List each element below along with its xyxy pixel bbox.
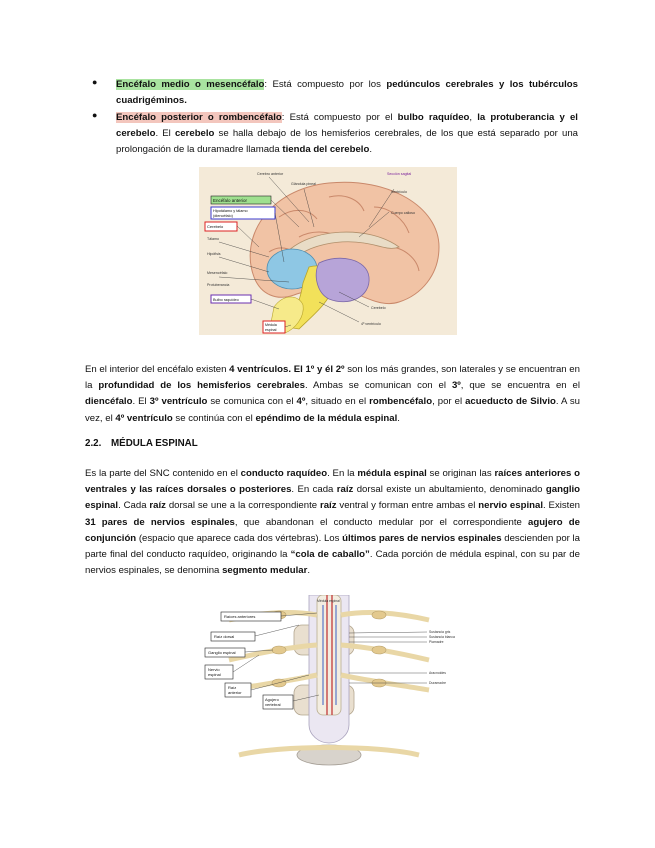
bullet-text-rombencefalo <box>116 110 578 159</box>
svg-text:Sustancia gris: Sustancia gris <box>429 630 451 634</box>
text-run: se continúa con el <box>172 412 256 424</box>
text-run: . Ambas se comunican con el <box>304 380 452 392</box>
text-run: segmento medular <box>222 565 308 577</box>
svg-text:Cuerpo calloso: Cuerpo calloso <box>391 211 415 215</box>
svg-text:4º ventrículo: 4º ventrículo <box>361 322 381 326</box>
text-run: médula espinal <box>357 468 427 479</box>
text-run: , situado en el <box>305 396 370 408</box>
svg-text:Sección sagital: Sección sagital <box>387 172 412 176</box>
svg-text:(diencéfalo): (diencéfalo) <box>213 214 233 218</box>
text-run: diencéfalo <box>85 396 133 408</box>
text-run: son los más grandes, son laterales y se encuentran en la <box>85 364 580 392</box>
text-run: epéndimo de la médula espinal <box>255 412 398 424</box>
text-run: rombencéfalo <box>369 396 433 408</box>
svg-text:Ganglio espinal: Ganglio espinal <box>208 650 236 655</box>
brain-sagittal-figure <box>199 167 457 335</box>
paragraph-ventricles <box>85 362 580 427</box>
text-run: En el interior del encéfalo existen <box>85 364 230 375</box>
svg-text:Piamadre: Piamadre <box>429 640 444 644</box>
text-run: agujero de conjunción <box>85 516 580 544</box>
svg-text:Agujero: Agujero <box>265 697 279 702</box>
text-run: Es la parte del SNC contenido en el <box>85 468 241 479</box>
text-run: . En cada <box>291 484 337 496</box>
text-run: descienden por la parte final del conducto raquídeo, originando la <box>85 532 580 561</box>
svg-text:Cerebelo: Cerebelo <box>207 224 224 229</box>
svg-text:Nervio: Nervio <box>208 667 220 672</box>
text-run: la protuberancia y el cerebelo <box>116 112 578 140</box>
svg-text:Ventrículo: Ventrículo <box>391 190 407 194</box>
text-run: dorsal existe un abultamiento, denominado <box>353 484 546 496</box>
text-run: ganglio espinal <box>85 484 581 512</box>
text-run: conducto raquídeo <box>240 468 328 479</box>
spinal-cord-figure <box>199 595 457 771</box>
text-run: : Está compuesto por los <box>264 79 387 90</box>
text-run: se halla debajo de los hemisferios cerebrales, de los que está separado por una prolongación de la duramadre llamada <box>116 128 578 156</box>
text-run: 3º <box>451 380 461 392</box>
svg-text:anterior: anterior <box>228 690 242 695</box>
text-run: acueducto de Silvio <box>465 396 556 408</box>
bullet-text-mesencefalo <box>116 77 578 109</box>
text-run: dorsal se une a la correspondiente <box>165 500 320 512</box>
spine-label-box1: Raíces anteriores <box>224 614 256 619</box>
text-run: 4º <box>296 396 306 408</box>
text-run: raíces anteriores o ventrales y las raíces dorsales o posteriores <box>85 468 580 496</box>
svg-text:vertebral: vertebral <box>265 702 281 707</box>
text-run: . <box>307 565 311 577</box>
text-run: tienda del cerebelo <box>282 144 370 156</box>
brain-label-diencephalon: Hipotálamo y tálamo <box>213 209 248 213</box>
text-run: “cola de caballo” <box>290 549 370 561</box>
text-run: . A su vez, el <box>85 396 581 424</box>
svg-text:Cerebelo: Cerebelo <box>371 306 386 310</box>
text-run: 4º ventrículo <box>115 412 173 424</box>
text-run: bulbo raquídeo <box>397 112 470 123</box>
svg-text:Médula: Médula <box>265 323 277 327</box>
text-run: se comunica con el <box>207 396 297 408</box>
text-run: , por el <box>432 396 466 408</box>
svg-text:Raíz: Raíz <box>228 685 237 690</box>
svg-text:Mesencéfalo: Mesencéfalo <box>207 271 228 275</box>
text-run: raíz <box>319 500 337 512</box>
svg-text:Encéfalo anterior: Encéfalo anterior <box>213 198 248 203</box>
svg-text:Aracnoides: Aracnoides <box>429 671 446 675</box>
text-run: (espacio que aparece cada dos vértebras). Los <box>136 532 343 544</box>
text-run: . Existen <box>543 500 581 512</box>
svg-text:Duramadre: Duramadre <box>429 681 446 685</box>
brain-label-top-left: Cerebro anterior <box>257 172 284 176</box>
svg-text:Hipófisis: Hipófisis <box>207 252 221 256</box>
text-run: nervio espinal <box>478 500 543 512</box>
bullet-dot: ● <box>92 77 98 87</box>
text-run: profundidad de los hemisferios cerebrales <box>98 380 305 392</box>
bullet-dot: ● <box>92 110 98 120</box>
text-run: : Está compuesto por el <box>281 112 398 123</box>
svg-text:espinal: espinal <box>208 672 221 677</box>
text-run: 4 ventrículos. El 1º y él 2º <box>229 364 345 375</box>
text-run: 3º ventrículo <box>149 396 208 408</box>
text-run: 31 pares de nervios espinales <box>85 516 235 528</box>
svg-text:Raíz dorsal: Raíz dorsal <box>214 634 235 639</box>
svg-text:Protuberancia: Protuberancia <box>207 283 230 287</box>
text-run: raíz <box>336 484 354 496</box>
svg-text:espinal: espinal <box>265 328 277 332</box>
text-run: . Cada porción de médula espinal, con su par de nervios espinales, se denomina <box>85 549 580 577</box>
svg-text:Médula espinal: Médula espinal <box>317 599 340 603</box>
text-run: Encéfalo medio o mesencéfalo <box>116 79 265 90</box>
section-title: MÉDULA ESPINAL <box>111 438 198 449</box>
section-number: 2.2. <box>85 438 102 449</box>
text-run: se originan las <box>426 468 495 479</box>
text-run: Encéfalo posterior o rombencéfalo <box>116 112 282 123</box>
svg-text:Tálamo: Tálamo <box>207 237 219 241</box>
text-run: raíz <box>149 500 166 512</box>
paragraph-medula-espinal <box>85 466 580 579</box>
text-run: , <box>469 112 478 123</box>
text-run: , que abandonan el conducto medular por el correspondiente <box>234 516 528 528</box>
text-run: , que se encuentra en el <box>460 380 580 392</box>
brain-illustration <box>199 167 457 335</box>
text-run: pedúnculos cerebrales y los tubérculos cuadrigéminos. <box>116 79 578 107</box>
svg-text:Bulbo raquídeo: Bulbo raquídeo <box>213 298 239 302</box>
text-run: . Cada <box>118 500 150 512</box>
svg-text:Sustancia blanca: Sustancia blanca <box>429 635 455 639</box>
text-run: cerebelo <box>174 128 215 140</box>
svg-text:Glándula pineal: Glándula pineal <box>291 182 316 186</box>
text-run: . En la <box>327 468 358 479</box>
text-run: . <box>369 144 372 156</box>
text-run: . El <box>132 396 150 408</box>
spinal-illustration <box>199 595 457 771</box>
text-run: ventral y forman entre ambas el <box>336 500 479 512</box>
text-run: . El <box>155 128 175 140</box>
text-run: . <box>397 412 400 424</box>
text-run: últimos pares de nervios espinales <box>342 532 502 544</box>
section-heading <box>85 438 198 449</box>
